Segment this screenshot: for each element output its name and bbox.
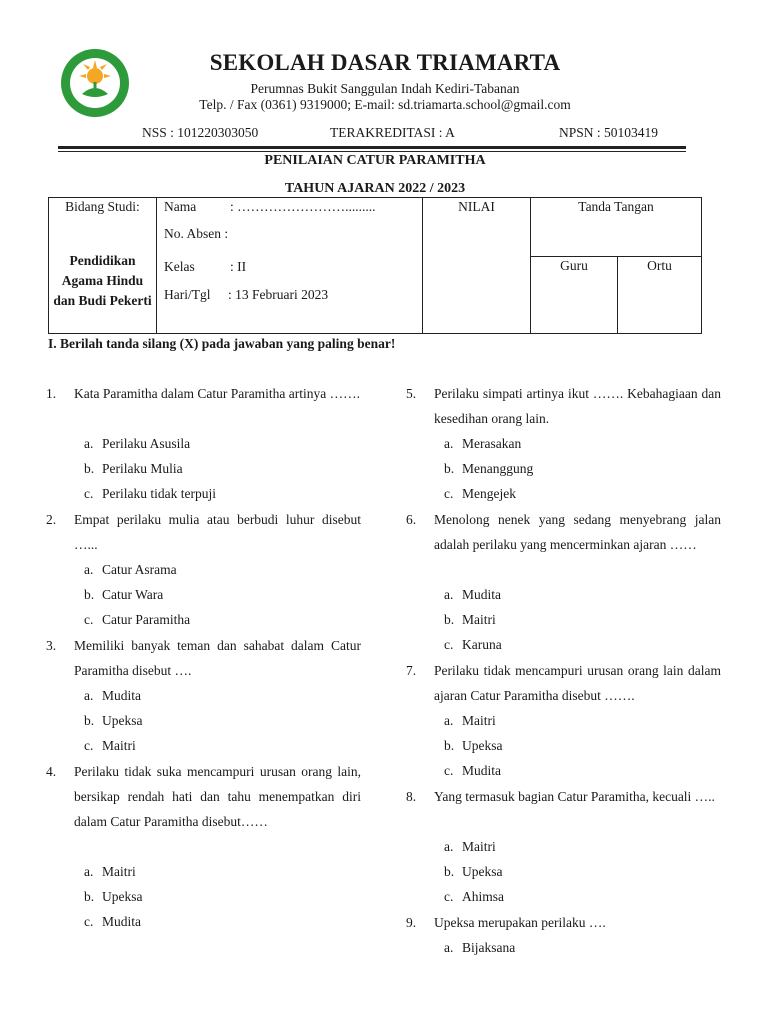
header-divider-thick xyxy=(58,146,686,149)
question-text: Menolong nenek yang sedang menyebrang jalan adalah perilaku yang mencerminkan ajaran …… xyxy=(434,512,721,553)
answer-option[interactable]: b. Menanggung xyxy=(444,461,534,476)
answer-option[interactable]: b. Upeksa xyxy=(444,864,503,879)
question-text: Perilaku tidak suka mencampuri urusan orang lain, bersikap rendah hati dan tahu menempatkan diri dalam Catur Paramitha disebut…… xyxy=(74,764,361,830)
school-address: Perumnas Bukit Sanggulan Indah Kediri-Tabanan xyxy=(250,81,520,96)
kelas-label: Kelas xyxy=(164,259,195,274)
answer-option[interactable]: c. Catur Paramitha xyxy=(84,612,191,627)
school-logo-icon xyxy=(60,48,130,118)
answer-option[interactable]: a. Mudita xyxy=(84,688,141,703)
answer-option[interactable]: a. Catur Asrama xyxy=(84,562,177,577)
nss-number: NSS : 101220303050 xyxy=(142,125,259,140)
answer-option[interactable]: a. Maitri xyxy=(444,713,496,728)
answer-option[interactable]: c. Ahimsa xyxy=(444,889,504,904)
answer-option[interactable]: a. Perilaku Asusila xyxy=(84,436,191,451)
question-number: 6. xyxy=(406,512,417,527)
answer-option[interactable]: a. Maitri xyxy=(444,839,496,854)
answer-option[interactable]: a. Maitri xyxy=(84,864,136,879)
question-number: 2. xyxy=(46,512,57,527)
exam-title: PENILAIAN CATUR PARAMITHA xyxy=(264,153,486,168)
question-text: Upeksa merupakan perilaku …. xyxy=(434,915,606,930)
subject-name: Pendidikan Agama Hindu dan Budi Pekerti xyxy=(53,253,152,308)
nilai-label: NILAI xyxy=(458,199,495,214)
kelas-value: : II xyxy=(230,259,247,274)
absen-label: No. Absen : xyxy=(164,226,229,241)
question-text: Memiliki banyak teman dan sahabat dalam Catur Paramitha disebut …. xyxy=(74,638,361,679)
question-number: 5. xyxy=(406,386,417,401)
header-divider-thin xyxy=(58,151,686,152)
question-number: 1. xyxy=(46,386,57,401)
instruction-heading: I. Berilah tanda silang (X) pada jawaban yang paling benar! xyxy=(48,336,396,351)
student-info-table xyxy=(48,197,702,334)
question-number: 3. xyxy=(46,638,57,653)
guru-signature-cell xyxy=(531,257,618,334)
answer-option[interactable]: b. Maitri xyxy=(444,612,496,627)
answer-option[interactable]: a. Bijaksana xyxy=(444,940,516,955)
answer-option[interactable]: a. Mudita xyxy=(444,587,501,602)
guru-label: Guru xyxy=(560,258,588,274)
exam-year: TAHUN AJARAN 2022 / 2023 xyxy=(284,181,466,196)
answer-option[interactable]: b. Upeksa xyxy=(84,713,143,728)
tanda-tangan-cell xyxy=(531,198,702,257)
identity-cell xyxy=(157,198,423,334)
question-number: 9. xyxy=(406,915,417,930)
nama-label: Nama xyxy=(164,199,197,214)
answer-option[interactable]: c. Mengejek xyxy=(444,486,516,501)
nama-field[interactable]: : ……………………......... xyxy=(230,199,376,214)
school-name: SEKOLAH DASAR TRIAMARTA xyxy=(209,50,561,75)
school-contact: Telp. / Fax (0361) 9319000; E-mail: sd.triamarta.school@gmail.com xyxy=(199,97,571,112)
question-text: Perilaku simpati artinya ikut ……. Kebahagiaan dan kesedihan orang lain. xyxy=(434,386,721,427)
haritgl-value: : 13 Februari 2023 xyxy=(228,287,329,302)
haritgl-label: Hari/Tgl xyxy=(164,287,211,302)
question-text: Yang termasuk bagian Catur Paramitha, kecuali ….. xyxy=(434,789,715,804)
question-text: Empat perilaku mulia atau berbudi luhur disebut …... xyxy=(74,512,361,553)
answer-option[interactable]: b. Upeksa xyxy=(84,889,143,904)
ortu-label: Ortu xyxy=(647,258,672,274)
answer-option[interactable]: b. Catur Wara xyxy=(84,587,164,602)
answer-option[interactable]: b. Upeksa xyxy=(444,738,503,753)
npsn-number: NPSN : 50103419 xyxy=(559,125,659,140)
question-text: Perilaku tidak mencampuri urusan orang lain dalam ajaran Catur Paramitha disebut ……. xyxy=(434,663,721,704)
question-number: 4. xyxy=(46,764,57,779)
answer-option[interactable]: b. Perilaku Mulia xyxy=(84,461,183,476)
ortu-signature-cell xyxy=(618,257,702,334)
answer-option[interactable]: a. Merasakan xyxy=(444,436,522,451)
answer-option[interactable]: c. Mudita xyxy=(84,914,141,929)
question-text: Kata Paramitha dalam Catur Paramitha artinya ……. xyxy=(74,386,361,401)
answer-option[interactable]: c. Karuna xyxy=(444,637,502,652)
answer-option[interactable]: c. Mudita xyxy=(444,763,501,778)
answer-option[interactable]: c. Maitri xyxy=(84,738,136,753)
question-number: 7. xyxy=(406,663,417,678)
nilai-cell xyxy=(423,198,531,334)
answer-option[interactable]: c. Perilaku tidak terpuji xyxy=(84,486,216,501)
subject-cell xyxy=(49,198,157,334)
tanda-tangan-label: Tanda Tangan xyxy=(578,199,654,214)
accreditation: TERAKREDITASI : A xyxy=(330,125,455,140)
question-number: 8. xyxy=(406,789,417,804)
bidang-studi-label: Bidang Studi: xyxy=(65,199,140,214)
